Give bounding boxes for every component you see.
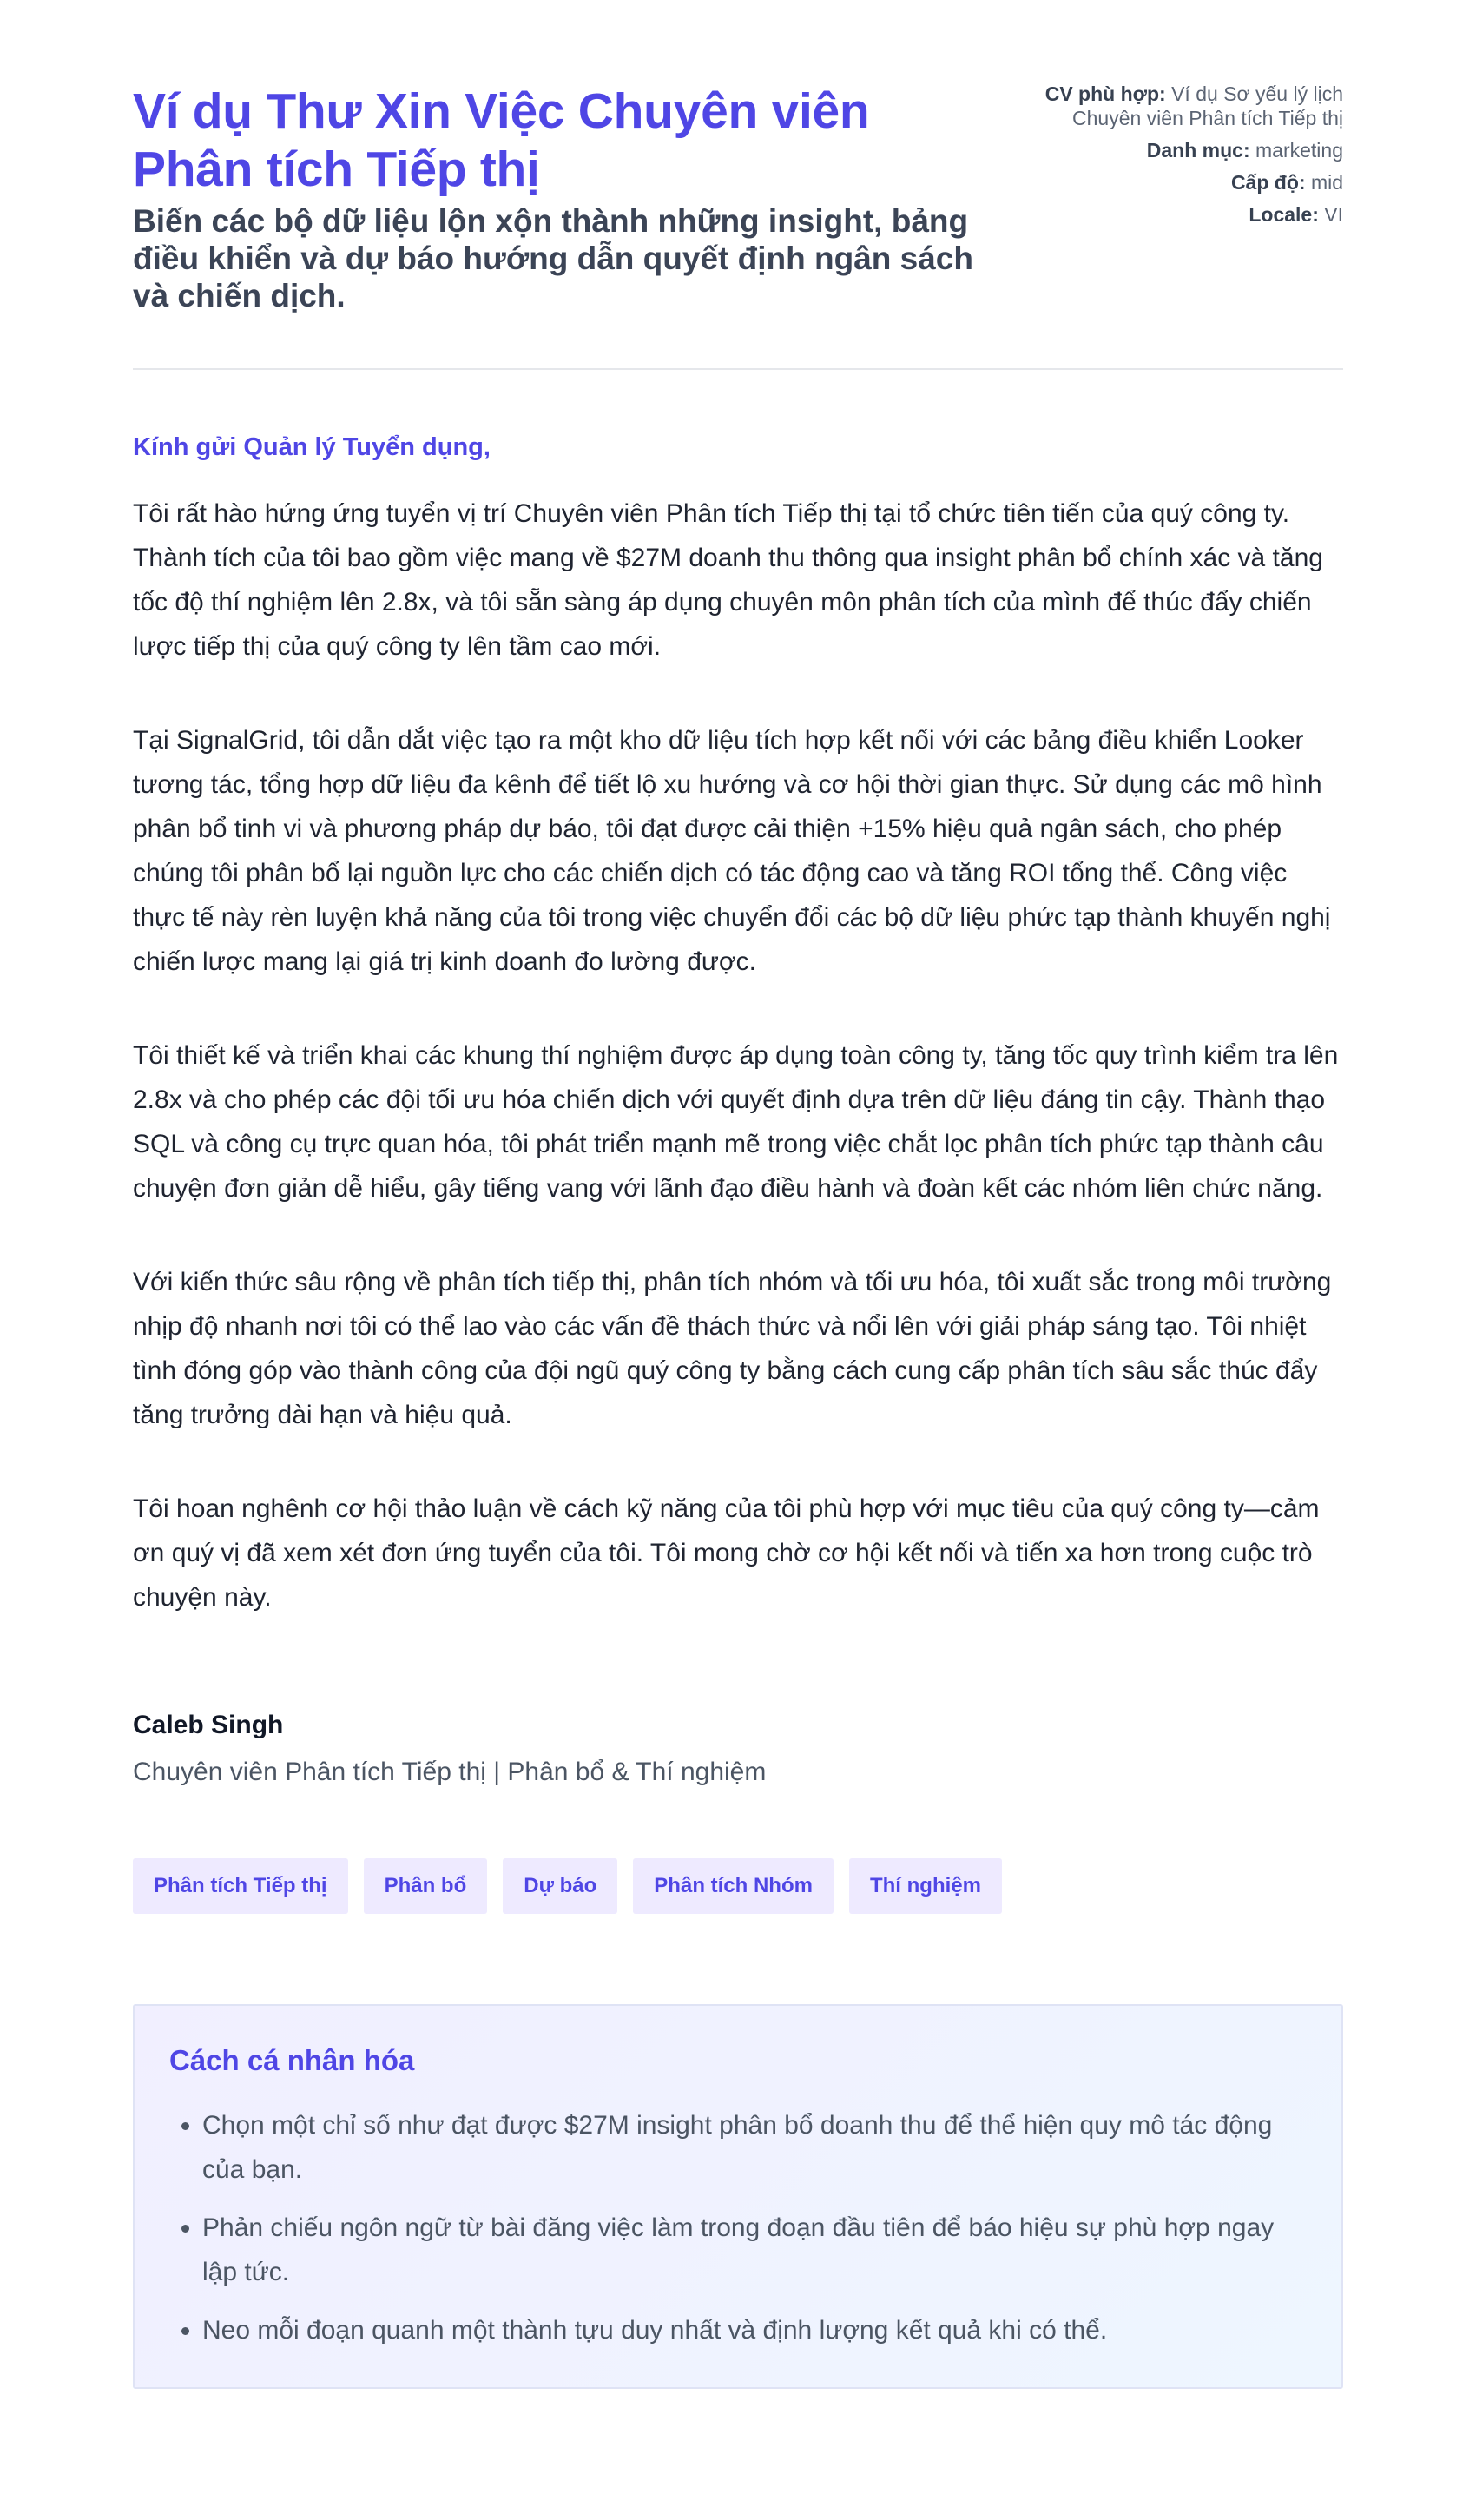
- meta-panel: [973, 82, 1343, 234]
- tips-list: [169, 2103, 1307, 2352]
- tag-marketing-analytics[interactable]: Phân tích Tiếp thị: [133, 1858, 348, 1914]
- tag-experimentation[interactable]: Thí nghiệm: [849, 1858, 1002, 1914]
- tips-item: • Phản chiếu ngôn ngữ từ bài đăng việc làm trong đoạn đầu tiên để báo hiệu sự phù hợp ngay lập tức.: [202, 2206, 1307, 2294]
- page-subtitle: Biến các bộ dữ liệu lộn xộn thành những insight, bảng điều khiển và dự báo hướng dẫn quyết định ngân sách và chiến dịch.: [133, 203, 973, 313]
- tips-item: • Neo mỗi đoạn quanh một thành tựu duy nhất và định lượng kết quả khi có thể.: [202, 2308, 1307, 2352]
- page-header: [133, 82, 1343, 314]
- meta-locale: [973, 202, 1343, 227]
- letter-salutation: Kính gửi Quản lý Tuyển dụng,: [133, 433, 491, 461]
- tag-cohort-analysis[interactable]: Phân tích Nhóm: [633, 1858, 834, 1914]
- meta-category-label: Danh mục:: [1146, 139, 1250, 162]
- tag-forecasting[interactable]: Dự báo: [503, 1858, 617, 1914]
- letter-paragraph-3: Tôi thiết kế và triển khai các khung thí nghiệm được áp dụng toàn công ty, tăng tốc quy trình kiểm tra lên 2.8x và cho phép các đội tối ưu hóa chiến dịch với quyết định dựa trên dữ liệu đáng tin cậy. Thành thạo SQL và công cụ trực quan hóa, tôi phát triển mạnh mẽ trong việc chắt lọc phân tích phức tạp thành câu chuyện đơn giản dễ hiểu, gây tiếng vang với lãnh đạo điều hành và đoàn kết các nhóm liên chức năng.: [133, 1041, 1339, 1203]
- signature-role: Chuyên viên Phân tích Tiếp thị | Phân bổ & Thí nghiệm: [133, 1758, 767, 1786]
- header-divider: [133, 368, 1343, 370]
- meta-level: [973, 170, 1343, 195]
- letter-paragraph-5: Tôi hoan nghênh cơ hội thảo luận về cách kỹ năng của tôi phù hợp với mục tiêu của quý công ty—cảm ơn quý vị đã xem xét đơn ứng tuyển của tôi. Tôi mong chờ cơ hội kết nối và tiến xa hơn trong cuộc trò chuyện này.: [133, 1494, 1320, 1612]
- letter-paragraph-1: Tôi rất hào hứng ứng tuyển vị trí Chuyên viên Phân tích Tiếp thị tại tổ chức tiên tiến của quý công ty. Thành tích của tôi bao gồm việc mang về $27M doanh thu thông qua insight phân bổ chính xác và tăng tốc độ thí nghiệm lên 2.8x, và tôi sẵn sàng áp dụng chuyên môn phân tích của mình để thúc đẩy chiến lược tiếp thị của quý công ty lên tầm cao mới.: [133, 499, 1323, 661]
- tag-list: [133, 1858, 1343, 1914]
- meta-category: [973, 138, 1343, 162]
- meta-locale-label: Locale:: [1249, 203, 1319, 226]
- meta-level-value: mid: [1310, 171, 1343, 194]
- letter-paragraph-2: Tại SignalGrid, tôi dẫn dắt việc tạo ra một kho dữ liệu tích hợp kết nối với các bảng điều khiển Looker tương tác, tổng hợp dữ liệu đa kênh để tiết lộ xu hướng và cơ hội thời gian thực. Sử dụng các mô hình phân bổ tinh vi và phương pháp dự báo, tôi đạt được cải thiện +15% hiệu quả ngân sách, cho phép chúng tôi phân bổ lại nguồn lực cho các chiến dịch có tác động cao và tăng ROI tổng thể. Công việc thực tế này rèn luyện khả năng của tôi trong việc chuyển đổi các bộ dữ liệu phức tạp thành khuyến nghị chiến lược mang lại giá trị kinh doanh đo lường được.: [133, 726, 1331, 976]
- signature-name: Caleb Singh: [133, 1711, 284, 1739]
- meta-locale-value: VI: [1324, 203, 1343, 226]
- meta-level-label: Cấp độ:: [1230, 171, 1306, 194]
- personalization-tips: [133, 2004, 1343, 2389]
- meta-category-value: marketing: [1255, 139, 1343, 162]
- tag-attribution[interactable]: Phân bổ: [364, 1858, 488, 1914]
- title-block: [133, 82, 973, 314]
- tips-heading: Cách cá nhân hóa: [169, 2044, 415, 2076]
- page-title: Ví dụ Thư Xin Việc Chuyên viên Phân tích Tiếp thị: [133, 83, 870, 197]
- meta-resume-label: CV phù hợp:: [1044, 82, 1166, 105]
- letter-paragraph-4: Với kiến thức sâu rộng về phân tích tiếp thị, phân tích nhóm và tối ưu hóa, tôi xuất sắc trong môi trường nhịp độ nhanh nơi tôi có thể lao vào các vấn đề thách thức và nổi lên với giải pháp sáng tạo. Tôi nhiệt tình đóng góp vào thành công của đội ngũ quý công ty bằng cách cung cấp phân tích sâu sắc thúc đẩy tăng trưởng dài hạn và hiệu quả.: [133, 1268, 1332, 1429]
- tips-item: • Chọn một chỉ số như đạt được $27M insight phân bổ doanh thu để thể hiện quy mô tác động của bạn.: [202, 2103, 1307, 2192]
- meta-resume-value[interactable]: Ví dụ Sơ yếu lý lịch Chuyên viên Phân tích Tiếp thị: [1072, 82, 1343, 129]
- meta-resume: [973, 82, 1343, 130]
